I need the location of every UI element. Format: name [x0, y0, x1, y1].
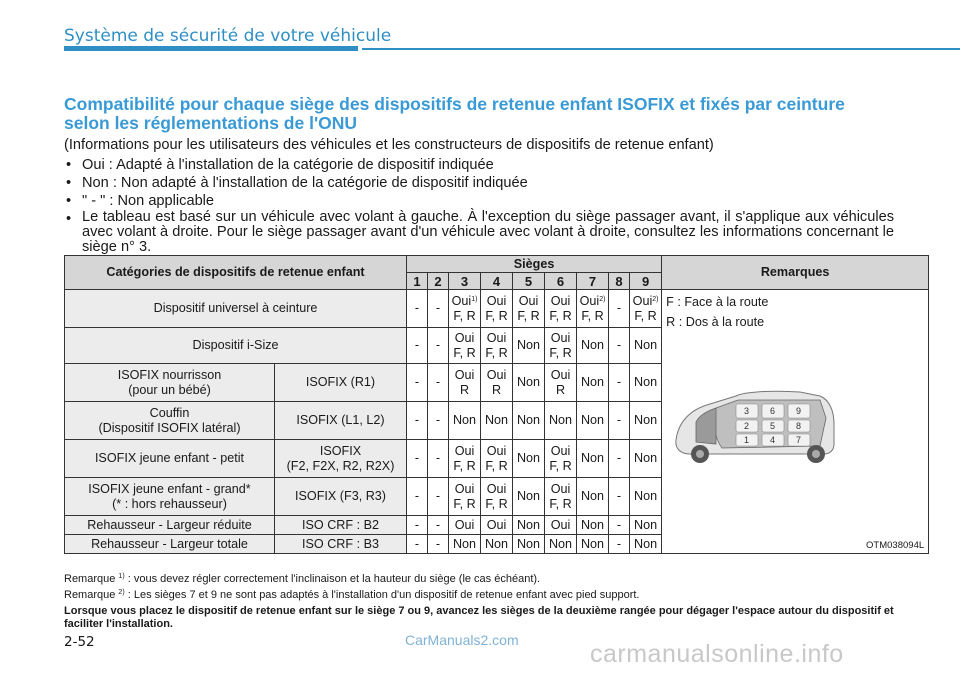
seat-cell: -	[407, 478, 428, 516]
bullet-item: • Oui : Adapté à l'installation de la catégorie de dispositif indiquée	[66, 157, 494, 173]
seat-cell: Non	[513, 516, 545, 535]
seat-cell: Non	[513, 328, 545, 364]
seat-cell: Non	[449, 402, 481, 440]
category-cell: Dispositif universel à ceinture	[65, 290, 407, 328]
seat-cell: -	[609, 516, 630, 535]
seat-cell: -	[609, 478, 630, 516]
subcategory-cell: ISOFIX (F2, F2X, R2, R2X)	[275, 440, 407, 478]
seat-cell: -	[609, 364, 630, 402]
remark-rearward: R : Dos à la route	[666, 315, 765, 329]
seat-cell: Non	[630, 440, 662, 478]
seat-cell: Non	[577, 440, 609, 478]
seat-cell: Oui F, R	[513, 290, 545, 328]
footnote-1: Remarque $^{1)}$ : vous devez régler correctement l'inclinaison et la hauteur du siège (le cas échéant).	[64, 573, 541, 585]
seat-cell: Oui F, R	[545, 328, 577, 364]
seat-cell: -	[428, 516, 449, 535]
category-cell: ISOFIX jeune enfant - petit	[65, 440, 275, 478]
seat-label: 4	[770, 435, 776, 445]
category-cell: ISOFIX nourrisson (pour un bébé)	[65, 364, 275, 402]
seat-label: 5	[770, 421, 776, 431]
seat-cell: Non	[630, 328, 662, 364]
seat-cell: Non	[630, 402, 662, 440]
header-categories: Catégories de dispositifs de retenue enfant	[65, 256, 407, 290]
seat-cell: Oui F, R	[545, 478, 577, 516]
car-seat-diagram	[670, 378, 838, 466]
intro-line: (Informations pour les utilisateurs des véhicules et les constructeurs de dispositifs de retenue enfant)	[64, 137, 714, 153]
table-row	[65, 290, 929, 328]
seat-cell: Oui F, R	[545, 290, 577, 328]
watermark-carmanuals2: CarManuals2.com	[405, 632, 519, 648]
subcategory-cell: ISOFIX (F3, R3)	[275, 478, 407, 516]
installation-note: Lorsque vous placez le dispositif de retenue enfant sur le siège 7 ou 9, avancez les sièges de la deuxième rangée pour dégager l'espace autour du dispositif et faciliter l'installation.	[64, 605, 894, 630]
seat-cell: Non	[630, 478, 662, 516]
seat-cell: Oui F, R	[481, 440, 513, 478]
header-rule	[362, 48, 960, 50]
seat-cell: Non	[513, 440, 545, 478]
seat-cell: -	[609, 328, 630, 364]
seat-cell: Oui R	[545, 364, 577, 402]
seat-cell: Oui	[449, 516, 481, 535]
seat-cell: -	[428, 440, 449, 478]
seat-label: 2	[744, 421, 750, 431]
seat-cell: Oui F, R	[481, 478, 513, 516]
seat-number: 6	[545, 273, 577, 290]
seat-cell: -	[407, 516, 428, 535]
seat-cell: Oui F, R	[481, 328, 513, 364]
seat-number: 3	[449, 273, 481, 290]
seat-cell: Non	[577, 364, 609, 402]
category-cell: Dispositif i-Size	[65, 328, 407, 364]
header-remarks: Remarques	[662, 256, 929, 290]
seat-cell: -	[407, 440, 428, 478]
seat-cell: Oui F, R	[449, 328, 481, 364]
category-cell: Couffin (Dispositif ISOFIX latéral)	[65, 402, 275, 440]
seat-cell: -	[428, 328, 449, 364]
seat-cell: Non	[630, 364, 662, 402]
watermark-carmanualsonline: carmanualsonline.info	[590, 640, 844, 668]
seat-number: 4	[481, 273, 513, 290]
seat-cell: -	[407, 402, 428, 440]
seat-cell: Oui$^{1)}$ F, R	[449, 290, 481, 328]
category-cell: Rehausseur - Largeur réduite	[65, 516, 275, 535]
seat-cell: Oui F, R	[481, 290, 513, 328]
seat-cell: Non	[513, 402, 545, 440]
footnotes	[64, 571, 896, 631]
seat-label: 6	[770, 406, 776, 416]
category-cell: ISOFIX jeune enfant - grand* (* : hors rehausseur)	[65, 478, 275, 516]
compatibility-table	[64, 255, 929, 554]
seat-cell: Non	[577, 328, 609, 364]
header-accent-bar	[64, 46, 358, 51]
category-cell: Rehausseur - Largeur totale	[65, 535, 275, 554]
seat-cell: Non	[513, 364, 545, 402]
seat-cell: -	[428, 364, 449, 402]
seat-number: 7	[577, 273, 609, 290]
subcategory-cell: ISO CRF : B3	[275, 535, 407, 554]
seat-cell: Non	[577, 535, 609, 554]
seat-cell: Oui F, R	[545, 440, 577, 478]
seat-cell: Oui F, R	[449, 478, 481, 516]
seat-cell: Non	[630, 516, 662, 535]
seat-label: 7	[796, 435, 802, 445]
page-title: Compatibilité pour chaque siège des dispositifs de retenue enfant ISOFIX et fixés par ceinture selon les réglementations de l'ONU	[64, 94, 845, 133]
seat-cell: Oui$^{2)}$ F, R	[577, 290, 609, 328]
seat-label: 9	[796, 406, 802, 416]
seat-cell: -	[407, 328, 428, 364]
seat-cell: Non	[545, 535, 577, 554]
seat-cell: Non	[513, 535, 545, 554]
image-code: OTM038094L	[866, 540, 925, 551]
bullet-item: • Le tableau est basé sur un véhicule avec volant à gauche. À l'exception du siège passager avant, il s'applique aux véhicules avec volant à droite. Pour le siège passager avant d'un véhicule avec volant à droite, consultez les informations concernant le siège n° 3.	[66, 209, 894, 255]
seat-cell: Oui$^{2)}$ F, R	[630, 290, 662, 328]
seat-cell: Non	[513, 478, 545, 516]
seat-label: 8	[796, 421, 802, 431]
seat-cell: Non	[481, 402, 513, 440]
section-header: Système de sécurité de votre véhicule	[64, 26, 392, 46]
seat-cell: -	[407, 290, 428, 328]
seat-cell: Non	[481, 535, 513, 554]
seat-cell: -	[609, 402, 630, 440]
intro-text	[64, 136, 894, 255]
page-number: 2-52	[64, 634, 95, 650]
seat-cell: Oui	[545, 516, 577, 535]
seat-cell: Non	[577, 402, 609, 440]
seat-cell: -	[609, 535, 630, 554]
seat-number: 5	[513, 273, 545, 290]
seat-cell: Non	[449, 535, 481, 554]
subcategory-cell: ISOFIX (R1)	[275, 364, 407, 402]
seat-cell: Oui R	[481, 364, 513, 402]
seat-cell: -	[428, 290, 449, 328]
footnote-2: Remarque $^{2)}$ : Les sièges 7 et 9 ne sont pas adaptés à l'installation d'un dispositif de retenue enfant avec pied support.	[64, 589, 640, 601]
seat-cell: Oui R	[449, 364, 481, 402]
seat-cell: Non	[577, 478, 609, 516]
seat-cell: -	[428, 478, 449, 516]
seat-cell: -	[407, 364, 428, 402]
bullet-item: • " - " : Non applicable	[66, 193, 215, 209]
seat-cell: Oui F, R	[449, 440, 481, 478]
seat-cell: Non	[577, 516, 609, 535]
remark-forward: F : Face à la route	[666, 295, 769, 309]
remarks-cell	[662, 290, 929, 554]
seat-number: 9	[630, 273, 662, 290]
subcategory-cell: ISOFIX (L1, L2)	[275, 402, 407, 440]
seat-cell: -	[609, 290, 630, 328]
seat-label: 1	[744, 435, 750, 445]
seat-label: 3	[744, 406, 750, 416]
seat-cell: -	[428, 535, 449, 554]
seat-cell: Oui	[481, 516, 513, 535]
header-seats: Sièges	[407, 256, 662, 273]
seat-cell: Non	[545, 402, 577, 440]
seat-cell: -	[609, 440, 630, 478]
bullet-item: • Non : Non adapté à l'installation de la catégorie de dispositif indiquée	[66, 175, 528, 191]
seat-cell: -	[407, 535, 428, 554]
seat-number: 1	[407, 273, 428, 290]
seat-number: 8	[609, 273, 630, 290]
seat-number: 2	[428, 273, 449, 290]
subcategory-cell: ISO CRF : B2	[275, 516, 407, 535]
seat-cell: Non	[630, 535, 662, 554]
seat-cell: -	[428, 402, 449, 440]
